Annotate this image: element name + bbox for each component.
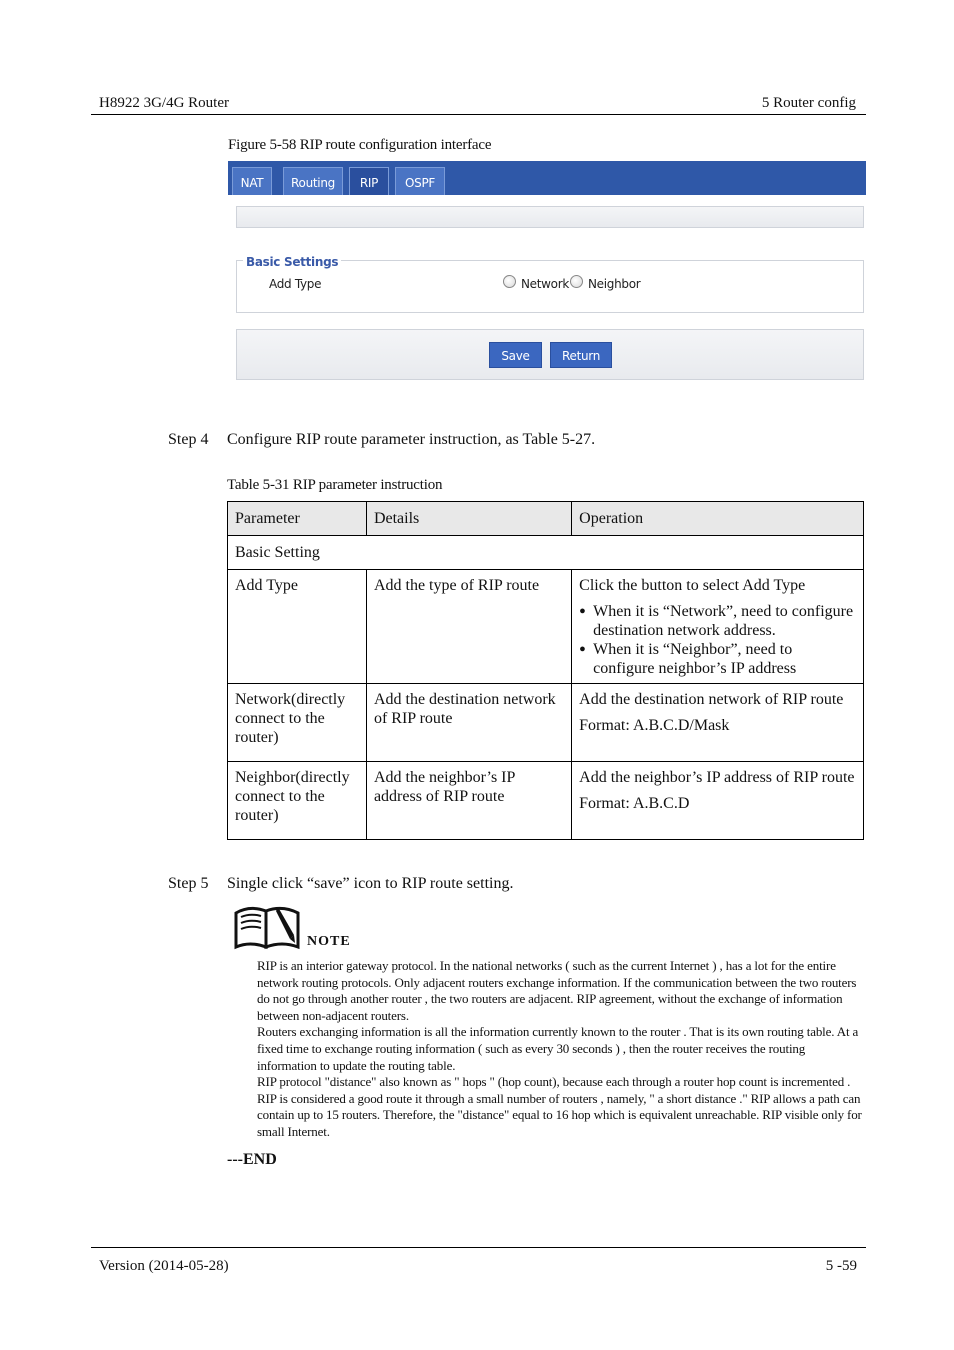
note-body bbox=[257, 958, 867, 1141]
header-parameter: Parameter bbox=[228, 502, 367, 536]
rip-parameter-table bbox=[227, 501, 864, 840]
basic-settings-legend: Basic Settings bbox=[243, 255, 341, 269]
op-main: Click the button to select Add Type bbox=[579, 577, 806, 594]
cell-operation bbox=[572, 684, 864, 762]
section-basic-setting: Basic Setting bbox=[228, 536, 864, 570]
step4-text: Configure RIP route parameter instruction, as Table 5-27. bbox=[227, 431, 596, 448]
tab-routing[interactable]: Routing bbox=[283, 167, 343, 195]
table-caption: Table 5-31 RIP parameter instruction bbox=[227, 477, 443, 493]
header-rule bbox=[91, 114, 866, 115]
step4-label: Step 4 bbox=[168, 431, 209, 448]
table-row bbox=[228, 570, 864, 684]
tab-nat[interactable]: NAT bbox=[232, 167, 272, 195]
header-details: Details bbox=[366, 502, 571, 536]
note-paragraph: RIP is an interior gateway protocol. In the national networks ( such as the current Internet ) , has a lot for the entire network routing protocols. Only adjacent routers exchange information. If the communication between the two routers do not go through another router , the two routers are adjacent. RIP agreement, without the exchange of information between non-adjacent routers. bbox=[257, 958, 857, 1023]
footer-version: Version (2014-05-28) bbox=[99, 1258, 229, 1274]
cell-details: Add the destination network of RIP route bbox=[366, 684, 571, 762]
radio-network[interactable] bbox=[503, 275, 516, 288]
page-number: 5 -59 bbox=[825, 1258, 857, 1274]
note-paragraph: Routers exchanging information is all the information currently known to the router . That is its own routing table. At a fixed time to exchange routing information ( such as every 30 seconds ) , then the router receives the routing information to update the routing table. bbox=[257, 1024, 859, 1073]
step5-label: Step 5 bbox=[168, 875, 209, 892]
cell-operation bbox=[572, 762, 864, 840]
table-header-row bbox=[228, 502, 864, 536]
table-row bbox=[228, 762, 864, 840]
return-button[interactable]: Return bbox=[550, 342, 612, 368]
footer-rule bbox=[91, 1247, 866, 1248]
cell-details: Add the type of RIP route bbox=[366, 570, 571, 684]
save-button[interactable]: Save bbox=[489, 342, 542, 368]
radio-neighbor[interactable] bbox=[570, 275, 583, 288]
tab-bar bbox=[228, 161, 866, 195]
add-type-label: Add Type bbox=[269, 277, 322, 291]
rip-config-screenshot bbox=[228, 161, 866, 381]
op-bullet: ● When it is “Network”, need to configure destination network address. bbox=[579, 602, 856, 640]
cell-param: Network(directly connect to the router) bbox=[228, 684, 367, 762]
op-format: Format: A.B.C.D/Mask bbox=[579, 717, 730, 734]
open-book-pen-icon bbox=[232, 903, 304, 956]
cell-details: Add the neighbor’s IP address of RIP route bbox=[366, 762, 571, 840]
basic-settings-fieldset bbox=[236, 255, 864, 313]
note-title: NOTE bbox=[307, 934, 351, 949]
radio-network-label: Network bbox=[521, 277, 570, 291]
cell-operation bbox=[572, 570, 864, 684]
op-bullet: ● When it is “Neighbor”, need to configure neighbor’s IP address bbox=[579, 640, 856, 678]
op-main: Add the neighbor’s IP address of RIP route bbox=[579, 769, 855, 786]
note-paragraph: RIP protocol "distance" also known as " hops " (hop count), because each through a router hop count is incremented . RIP is considered a good route it through a small number of routers , namely, " a short distance ." RIP allows a path can contain up to 15 routers. Therefore, the "distance" equal to 16 hop which is equivalent unreachable. RIP visible only for small Internet. bbox=[257, 1074, 862, 1139]
header-title: H8922 3G/4G Router bbox=[99, 95, 229, 111]
tab-rip[interactable]: RIP bbox=[349, 167, 389, 195]
toolbar-strip bbox=[236, 206, 864, 228]
table-section-row bbox=[228, 536, 864, 570]
step5-text: Single click “save” icon to RIP route setting. bbox=[227, 875, 514, 892]
cell-param: Add Type bbox=[228, 570, 367, 684]
header-operation: Operation bbox=[572, 502, 864, 536]
radio-neighbor-label: Neighbor bbox=[588, 277, 641, 291]
tab-ospf[interactable]: OSPF bbox=[395, 167, 445, 195]
table-row bbox=[228, 684, 864, 762]
op-format: Format: A.B.C.D bbox=[579, 795, 690, 812]
op-main: Add the destination network of RIP route bbox=[579, 691, 844, 708]
figure-caption: Figure 5-58 RIP route configuration interface bbox=[228, 137, 492, 153]
button-panel bbox=[236, 329, 864, 380]
end-marker: ---END bbox=[227, 1151, 277, 1168]
cell-param: Neighbor(directly connect to the router) bbox=[228, 762, 367, 840]
header-chapter: 5 Router config bbox=[761, 95, 856, 111]
